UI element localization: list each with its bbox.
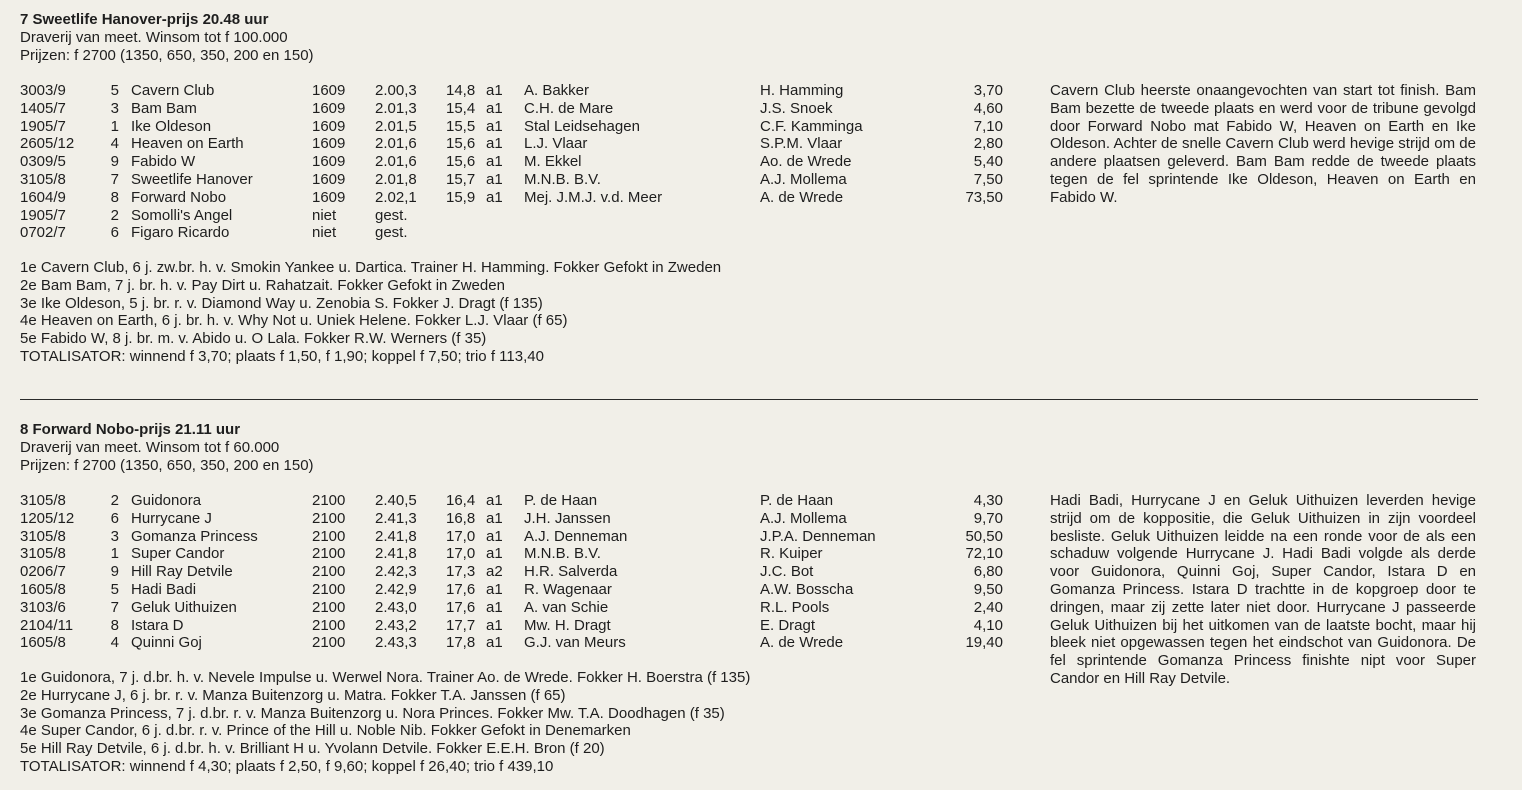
- cell-date: 2104/11: [20, 616, 74, 634]
- race-8-results-table: [20, 492, 1030, 652]
- cell-driver: A.J. Mollema: [760, 509, 847, 527]
- cell-number: 3: [110, 99, 119, 117]
- cell-owner: P. de Haan: [524, 492, 598, 509]
- cell-distance: 2100: [312, 545, 346, 563]
- cell-km-time: 16,8: [446, 509, 476, 527]
- cell-owner: Stal Leidsehagen: [524, 117, 640, 135]
- race-7-results-table: [20, 82, 1030, 242]
- cell-number: 9: [110, 563, 119, 581]
- cell-driver: Ao. de Wrede: [760, 153, 852, 171]
- cell-horse: Ike Oldeson: [131, 117, 212, 135]
- cell-date: 1905/7: [20, 206, 66, 224]
- cell-owner: A. van Schie: [524, 598, 609, 616]
- cell-time: 2.42,9: [375, 580, 417, 598]
- cell-distance: 2100: [312, 563, 346, 581]
- cell-km-time: 16,4: [446, 492, 476, 509]
- cell-horse: Gomanza Princess: [131, 527, 258, 545]
- pedigree-line: 5e Hill Ray Detvile, 6 j. d.br. h. v. Brilliant H u. Yvolann Detvile. Fokker E.E.H. Bron (f 20): [20, 740, 605, 758]
- cell-odds: 4,30: [973, 492, 1003, 509]
- race-8-report: Hadi Badi, Hurrycane J en Geluk Uithuizen leverden hevige strijd om de koppositie, die Geluk Uithuizen in zijn voordeel besliste. Geluk Uithuizen leidde na een ronde voor de als een schaduw volgende Hurrycane J. Hadi Badi volgde als derde voor Guidonora, Quinni Goj, Super Candor, Istara D en Gomanza Princess. Istara D trachtte in de kopgroep door te dringen, maar zij zette later niet door. Hurrycane J passeerde Geluk Uithuizen bij het uitkomen van de laatste bocht, maar hij bleek niet opgewassen tegen het eindschot van Guidonora. De fel sprintende Gomanza Princess finishte nipt voor Super Candor en Hill Ray Detvile.: [1050, 492, 1476, 687]
- cell-owner: M.N.B. B.V.: [524, 170, 601, 188]
- cell-owner: A. Bakker: [524, 82, 590, 99]
- cell-km-time: 17,0: [446, 527, 476, 545]
- cell-driver: J.S. Snoek: [760, 99, 833, 117]
- pedigree-line: 5e Fabido W, 8 j. br. m. v. Abido u. O Lala. Fokker R.W. Werners (f 35): [20, 330, 487, 348]
- cell-km-time: 15,5: [446, 117, 476, 135]
- cell-distance: 1609: [312, 117, 346, 135]
- cell-start: a1: [486, 492, 503, 509]
- cell-km-time: 15,9: [446, 188, 476, 206]
- cell-horse: Bam Bam: [131, 99, 197, 117]
- cell-number: 8: [110, 188, 119, 206]
- cell-km-time: 17,7: [446, 616, 476, 634]
- cell-date: 1905/7: [20, 117, 66, 135]
- cell-owner: M.N.B. B.V.: [524, 545, 601, 563]
- race-8-prizes: Prijzen: f 2700 (1350, 650, 350, 200 en 150): [20, 456, 314, 474]
- cell-odds: 9,50: [973, 580, 1003, 598]
- cell-date: 3003/9: [20, 82, 66, 99]
- table-row: [20, 492, 1030, 510]
- cell-odds: 4,10: [973, 616, 1003, 634]
- table-row: [20, 224, 1030, 242]
- cell-horse: Geluk Uithuizen: [131, 598, 237, 616]
- race-7-pedigree: [20, 259, 1030, 366]
- race-7-report: Cavern Club heerste onaangevochten van start tot finish. Bam Bam bezette de tweede plaats en werd voor de tribune gevolgd door Forward Nobo mat Fabido W, Heaven on Earth en Ike Oldeson. Achter de snelle Cavern Club werd hevige strijd om de andere plaatsen geleverd. Bam Bam redde de tweede plaats tegen de fel sprintende Ike Oldeson, Heaven on Earth en Fabido W.: [1050, 82, 1476, 206]
- cell-horse: Istara D: [131, 616, 184, 634]
- pedigree-line: 3e Gomanza Princess, 7 j. d.br. r. v. Manza Buitenzorg u. Nora Princes. Fokker Mw. T.A. Doodhagen (f 35): [20, 704, 725, 722]
- cell-km-time: 17,3: [446, 563, 476, 581]
- cell-date: 1605/8: [20, 634, 66, 652]
- cell-odds: 4,60: [973, 99, 1003, 117]
- cell-horse: Cavern Club: [131, 82, 215, 99]
- race-8-pedigree: [20, 669, 1030, 776]
- cell-time: gest.: [375, 224, 408, 242]
- cell-number: 4: [110, 634, 119, 652]
- table-row: [20, 599, 1030, 617]
- cell-date: 3105/8: [20, 527, 66, 545]
- cell-time: 2.01,6: [375, 153, 417, 171]
- cell-driver: J.P.A. Denneman: [760, 527, 876, 545]
- table-row: [20, 581, 1030, 599]
- race-7-conditions: Draverij van meet. Winsom tot f 100.000: [20, 28, 288, 46]
- cell-date: 1205/12: [20, 509, 75, 527]
- cell-horse: Heaven on Earth: [131, 135, 244, 153]
- pedigree-line: 1e Cavern Club, 6 j. zw.br. h. v. Smokin Yankee u. Dartica. Trainer H. Hamming. Fokker Gefokt in Zweden: [20, 259, 722, 276]
- cell-driver: C.F. Kamminga: [760, 117, 863, 135]
- cell-driver: J.C. Bot: [760, 563, 814, 581]
- cell-owner: A.J. Denneman: [524, 527, 628, 545]
- cell-horse: Forward Nobo: [131, 188, 227, 206]
- table-row: [20, 189, 1030, 207]
- cell-time: 2.01,3: [375, 99, 417, 117]
- cell-odds: 3,70: [973, 82, 1003, 99]
- table-row: [20, 528, 1030, 546]
- race-7: [20, 11, 1500, 365]
- cell-distance: niet: [312, 206, 337, 224]
- cell-horse: Guidonora: [131, 492, 202, 509]
- cell-time: 2.00,3: [375, 82, 417, 99]
- cell-driver: E. Dragt: [760, 616, 816, 634]
- cell-odds: 6,80: [973, 563, 1003, 581]
- cell-time: 2.41,3: [375, 509, 417, 527]
- cell-km-time: 15,6: [446, 153, 476, 171]
- race-7-prizes: Prijzen: f 2700 (1350, 650, 350, 200 en 150): [20, 46, 314, 64]
- cell-odds: 2,40: [973, 598, 1003, 616]
- cell-km-time: 15,4: [446, 99, 476, 117]
- cell-horse: Hadi Badi: [131, 580, 197, 598]
- race-8: [20, 421, 1500, 775]
- cell-time: 2.41,8: [375, 527, 417, 545]
- cell-date: 1605/8: [20, 580, 66, 598]
- cell-time: 2.43,3: [375, 634, 417, 652]
- cell-date: 3105/8: [20, 545, 66, 563]
- cell-owner: Mw. H. Dragt: [524, 616, 611, 634]
- cell-owner: H.R. Salverda: [524, 563, 618, 581]
- table-row: [20, 563, 1030, 581]
- cell-time: 2.01,8: [375, 170, 417, 188]
- cell-odds: 72,10: [965, 545, 1003, 563]
- cell-driver: R.L. Pools: [760, 598, 830, 616]
- cell-odds: 2,80: [973, 135, 1003, 153]
- cell-distance: 2100: [312, 616, 346, 634]
- cell-odds: 7,50: [973, 170, 1003, 188]
- cell-distance: 1609: [312, 82, 346, 99]
- table-row: [20, 171, 1030, 189]
- cell-date: 2605/12: [20, 135, 75, 153]
- pedigree-line: 4e Super Candor, 6 j. d.br. r. v. Prince of the Hill u. Noble Nib. Fokker Gefokt in Denemarken: [20, 722, 631, 740]
- race-8-header: [20, 421, 1500, 474]
- cell-owner: R. Wagenaar: [524, 580, 612, 598]
- cell-start: a1: [486, 527, 503, 545]
- cell-number: 6: [110, 224, 119, 242]
- cell-driver: A. de Wrede: [760, 188, 844, 206]
- table-row: [20, 153, 1030, 171]
- cell-start: a1: [486, 135, 503, 153]
- cell-horse: Sweetlife Hanover: [131, 170, 253, 188]
- cell-time: 2.42,3: [375, 563, 417, 581]
- cell-date: 0309/5: [20, 153, 66, 171]
- cell-number: 5: [110, 580, 119, 598]
- race-7-title: 7 Sweetlife Hanover-prijs 20.48 uur: [20, 11, 269, 28]
- cell-km-time: 15,6: [446, 135, 476, 153]
- cell-time: 2.41,8: [375, 545, 417, 563]
- cell-date: 1405/7: [20, 99, 66, 117]
- cell-start: a1: [486, 153, 503, 171]
- pedigree-line: 2e Hurrycane J, 6 j. br. r. v. Manza Buitenzorg u. Matra. Fokker T.A. Janssen (f 65): [20, 686, 566, 704]
- pedigree-line: 3e Ike Oldeson, 5 j. br. r. v. Diamond Way u. Zenobia S. Fokker J. Dragt (f 135): [20, 294, 543, 312]
- totalisator-line: TOTALISATOR: winnend f 3,70; plaats f 1,50, f 1,90; koppel f 7,50; trio f 113,40: [20, 347, 544, 365]
- cell-driver: R. Kuiper: [760, 545, 823, 563]
- cell-distance: 2100: [312, 492, 346, 509]
- cell-start: a1: [486, 580, 503, 598]
- cell-time: 2.01,5: [375, 117, 417, 135]
- cell-km-time: 17,0: [446, 545, 476, 563]
- cell-start: a1: [486, 188, 503, 206]
- race-8-title: 8 Forward Nobo-prijs 21.11 uur: [20, 421, 241, 438]
- table-row: [20, 545, 1030, 563]
- cell-start: a1: [486, 509, 503, 527]
- cell-horse: Super Candor: [131, 545, 225, 563]
- table-row: [20, 118, 1030, 136]
- cell-odds: 9,70: [973, 509, 1003, 527]
- table-row: [20, 100, 1030, 118]
- table-row: [20, 207, 1030, 225]
- cell-horse: Hurrycane J: [131, 509, 212, 527]
- cell-driver: S.P.M. Vlaar: [760, 135, 843, 153]
- section-divider: [20, 399, 1478, 400]
- cell-odds: 7,10: [973, 117, 1003, 135]
- cell-horse: Somolli's Angel: [131, 206, 233, 224]
- cell-driver: A.W. Bosscha: [760, 580, 854, 598]
- cell-time: 2.43,0: [375, 598, 417, 616]
- cell-distance: 2100: [312, 527, 346, 545]
- cell-number: 4: [110, 135, 119, 153]
- cell-start: a1: [486, 170, 503, 188]
- cell-distance: 1609: [312, 170, 346, 188]
- cell-distance: 2100: [312, 634, 346, 652]
- cell-driver: A. de Wrede: [760, 634, 844, 652]
- cell-distance: 2100: [312, 509, 346, 527]
- cell-driver: H. Hamming: [760, 82, 844, 99]
- cell-number: 2: [110, 492, 119, 509]
- cell-distance: 1609: [312, 153, 346, 171]
- cell-odds: 19,40: [965, 634, 1003, 652]
- table-row: [20, 634, 1030, 652]
- cell-start: a1: [486, 616, 503, 634]
- cell-odds: 5,40: [973, 153, 1003, 171]
- cell-distance: 1609: [312, 135, 346, 153]
- cell-km-time: 17,6: [446, 580, 476, 598]
- cell-owner: C.H. de Mare: [524, 99, 614, 117]
- cell-time: 2.01,6: [375, 135, 417, 153]
- cell-start: a1: [486, 598, 503, 616]
- cell-date: 3103/6: [20, 598, 66, 616]
- cell-distance: niet: [312, 224, 337, 242]
- cell-owner: Mej. J.M.J. v.d. Meer: [524, 188, 663, 206]
- cell-number: 1: [110, 117, 119, 135]
- cell-start: a1: [486, 82, 503, 99]
- cell-start: a1: [486, 117, 503, 135]
- cell-start: a1: [486, 545, 503, 563]
- cell-km-time: 17,6: [446, 598, 476, 616]
- cell-km-time: 15,7: [446, 170, 476, 188]
- cell-date: 0702/7: [20, 224, 66, 242]
- cell-time: gest.: [375, 206, 408, 224]
- cell-number: 7: [110, 170, 119, 188]
- cell-distance: 2100: [312, 598, 346, 616]
- cell-distance: 1609: [312, 99, 346, 117]
- totalisator-line: TOTALISATOR: winnend f 4,30; plaats f 2,50, f 9,60; koppel f 26,40; trio f 439,10: [20, 757, 554, 775]
- table-row: [20, 135, 1030, 153]
- cell-number: 8: [110, 616, 119, 634]
- cell-distance: 2100: [312, 580, 346, 598]
- cell-date: 1604/9: [20, 188, 66, 206]
- table-row: [20, 510, 1030, 528]
- cell-time: 2.02,1: [375, 188, 417, 206]
- cell-driver: A.J. Mollema: [760, 170, 847, 188]
- cell-number: 1: [110, 545, 119, 563]
- cell-odds: 50,50: [965, 527, 1003, 545]
- cell-time: 2.43,2: [375, 616, 417, 634]
- cell-number: 2: [110, 206, 119, 224]
- cell-date: 3105/8: [20, 170, 66, 188]
- cell-odds: 73,50: [965, 188, 1003, 206]
- cell-horse: Quinni Goj: [131, 634, 202, 652]
- cell-owner: M. Ekkel: [524, 153, 582, 171]
- cell-time: 2.40,5: [375, 492, 417, 509]
- cell-owner: L.J. Vlaar: [524, 135, 588, 153]
- cell-start: a1: [486, 634, 503, 652]
- cell-start: a1: [486, 99, 503, 117]
- cell-number: 7: [110, 598, 119, 616]
- cell-km-time: 14,8: [446, 82, 476, 99]
- cell-owner: G.J. van Meurs: [524, 634, 626, 652]
- cell-horse: Figaro Ricardo: [131, 224, 230, 242]
- cell-date: 3105/8: [20, 492, 66, 509]
- table-row: [20, 617, 1030, 635]
- race-7-header: [20, 11, 1500, 64]
- cell-start: a2: [486, 563, 503, 581]
- cell-number: 5: [110, 82, 119, 99]
- race-8-conditions: Draverij van meet. Winsom tot f 60.000: [20, 438, 280, 456]
- table-row: [20, 82, 1030, 100]
- cell-number: 9: [110, 153, 119, 171]
- cell-owner: J.H. Janssen: [524, 509, 611, 527]
- pedigree-line: 2e Bam Bam, 7 j. br. h. v. Pay Dirt u. Rahatzait. Fokker Gefokt in Zweden: [20, 276, 505, 294]
- pedigree-line: 4e Heaven on Earth, 6 j. br. h. v. Why Not u. Uniek Helene. Fokker L.J. Vlaar (f 65): [20, 312, 568, 330]
- cell-km-time: 17,8: [446, 634, 476, 652]
- cell-number: 6: [110, 509, 119, 527]
- cell-distance: 1609: [312, 188, 346, 206]
- cell-number: 3: [110, 527, 119, 545]
- cell-driver: P. de Haan: [760, 492, 834, 509]
- cell-date: 0206/7: [20, 563, 66, 581]
- pedigree-line: 1e Guidonora, 7 j. d.br. h. v. Nevele Impulse u. Werwel Nora. Trainer Ao. de Wrede. Fokker H. Boerstra (f 135): [20, 669, 751, 686]
- cell-horse: Hill Ray Detvile: [131, 563, 233, 581]
- cell-horse: Fabido W: [131, 153, 196, 171]
